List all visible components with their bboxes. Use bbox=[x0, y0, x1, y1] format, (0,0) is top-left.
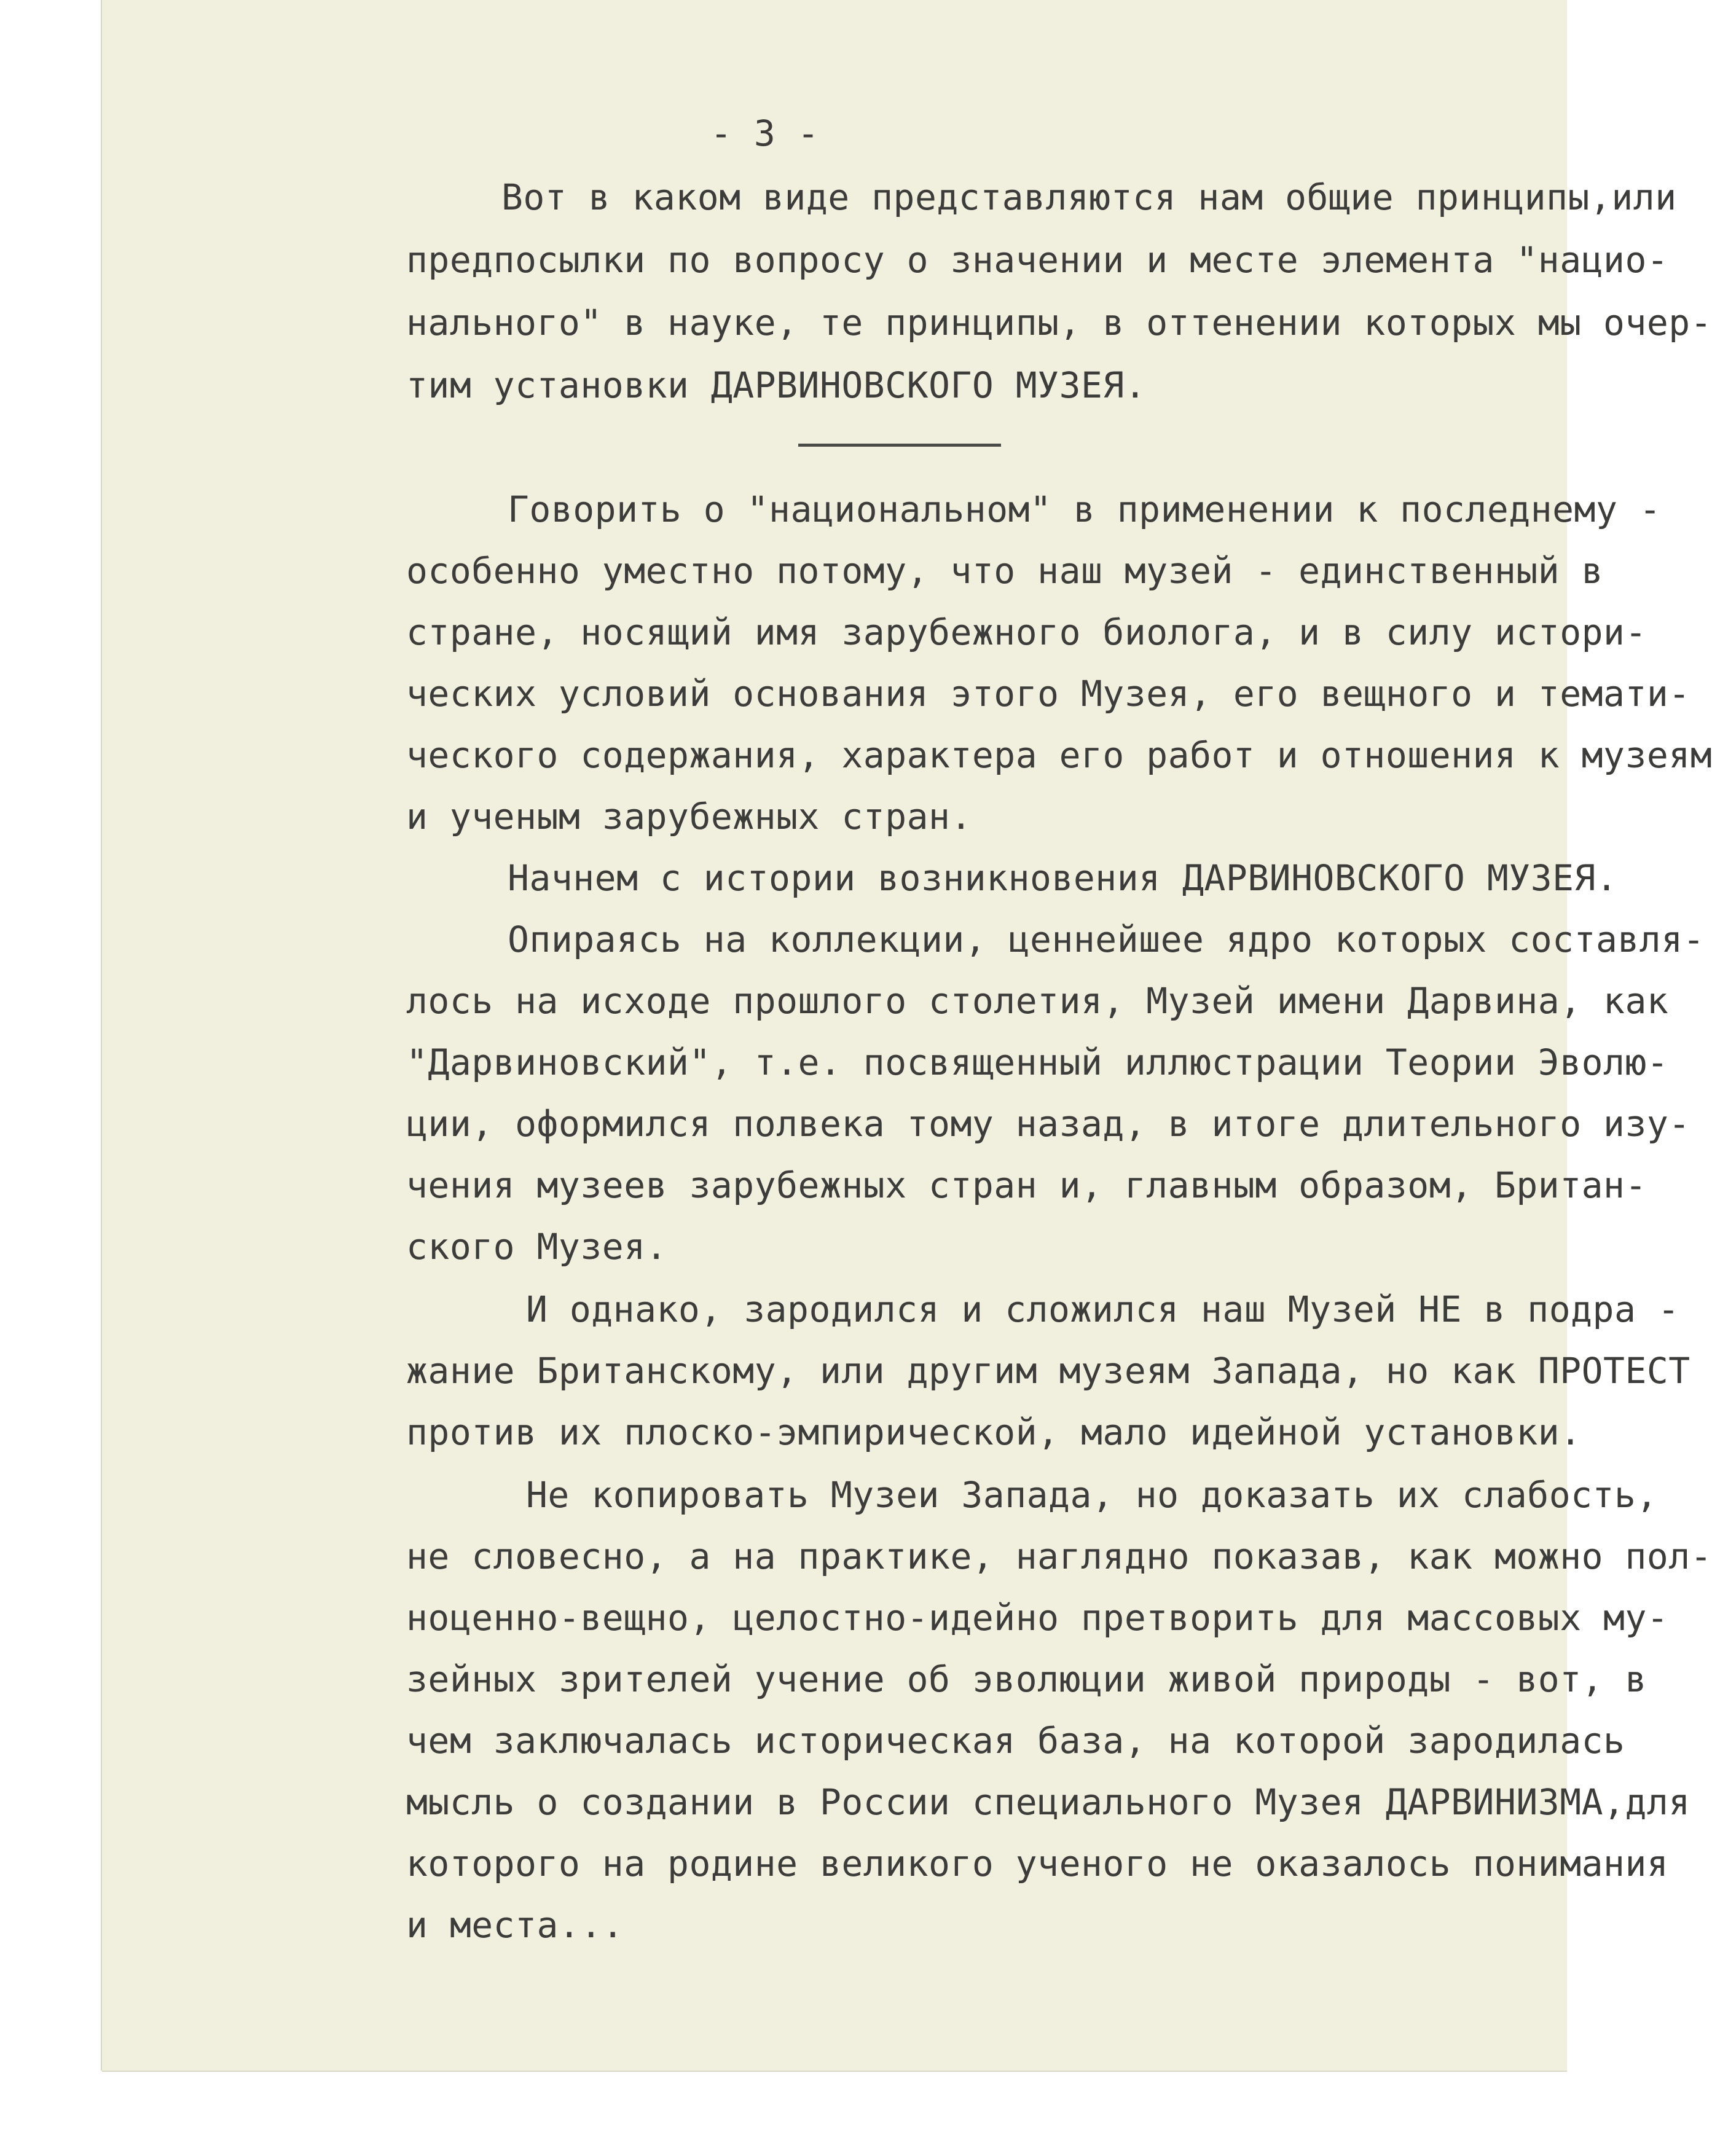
document-page bbox=[102, 0, 1712, 2071]
text-line: ции, оформился полвека тому назад, в итоге длительного изу- bbox=[406, 1103, 1690, 1145]
text-line: и ученым зарубежных стран. bbox=[406, 796, 972, 837]
section-divider bbox=[798, 444, 1001, 447]
text-line: Говорить о "национальном" в применении к последнему - bbox=[508, 488, 1662, 530]
text-line: И однако, зародился и сложился наш Музей НЕ в подра - bbox=[526, 1288, 1680, 1330]
text-line: против их плоско-эмпирической, мало идейной установки. bbox=[406, 1411, 1582, 1453]
text-line: ского Музея. bbox=[406, 1226, 668, 1268]
page-number: - 3 - bbox=[710, 112, 820, 154]
text-line: чем заключалась историческая база, на которой зародилась bbox=[406, 1720, 1625, 1762]
text-line: Не копировать Музеи Запада, но доказать их слабость, bbox=[526, 1474, 1658, 1516]
text-line: лось на исходе прошлого столетия, Музей имени Дарвина, как bbox=[406, 980, 1669, 1022]
text-line: нального" в науке, те принципы, в оттенении которых мы очер- bbox=[406, 302, 1712, 343]
text-line: чения музеев зарубежных стран и, главным образом, Британ- bbox=[406, 1164, 1647, 1206]
text-line: особенно уместно потому, что наш музей - единственный в bbox=[406, 550, 1604, 592]
text-line: зейных зрителей учение об эволюции живой природы - вот, в bbox=[406, 1658, 1647, 1700]
text-line: Опираясь на коллекции, ценнейшее ядро которых составля- bbox=[508, 919, 1705, 960]
text-line: ноценно-вещно, целостно-идейно претворить для массовых му- bbox=[406, 1597, 1669, 1639]
text-line: жание Британскому, или другим музеям Запада, но как ПРОТЕСТ bbox=[406, 1350, 1690, 1392]
text-line: "Дарвиновский", т.е. посвященный иллюстрации Теории Эволю- bbox=[406, 1041, 1669, 1083]
text-line: ческих условий основания этого Музея, его вещного и темати- bbox=[406, 673, 1690, 715]
text-line: и места... bbox=[406, 1904, 624, 1946]
text-line: мысль о создании в России специального Музея ДАРВИНИЗМА,для bbox=[406, 1781, 1690, 1823]
text-line: которого на родине великого ученого не оказалось понимания bbox=[406, 1843, 1669, 1884]
text-line: Начнем с истории возникновения ДАРВИНОВСКОГО МУЗЕЯ. bbox=[508, 857, 1618, 899]
text-line: стране, носящий имя зарубежного биолога, и в силу истори- bbox=[406, 611, 1647, 653]
text-line: Вот в каком виде представляются нам общие принципы,или bbox=[501, 176, 1677, 218]
text-line: ческого содержания, характера его работ и отношения к музеям bbox=[406, 734, 1712, 776]
text-line: тим установки ДАРВИНОВСКОГО МУЗЕЯ. bbox=[406, 364, 1147, 406]
text-line: не словесно, а на практике, наглядно показав, как можно пол- bbox=[406, 1535, 1712, 1577]
text-line: предпосылки по вопросу о значении и месте элемента "нацио- bbox=[406, 239, 1669, 281]
